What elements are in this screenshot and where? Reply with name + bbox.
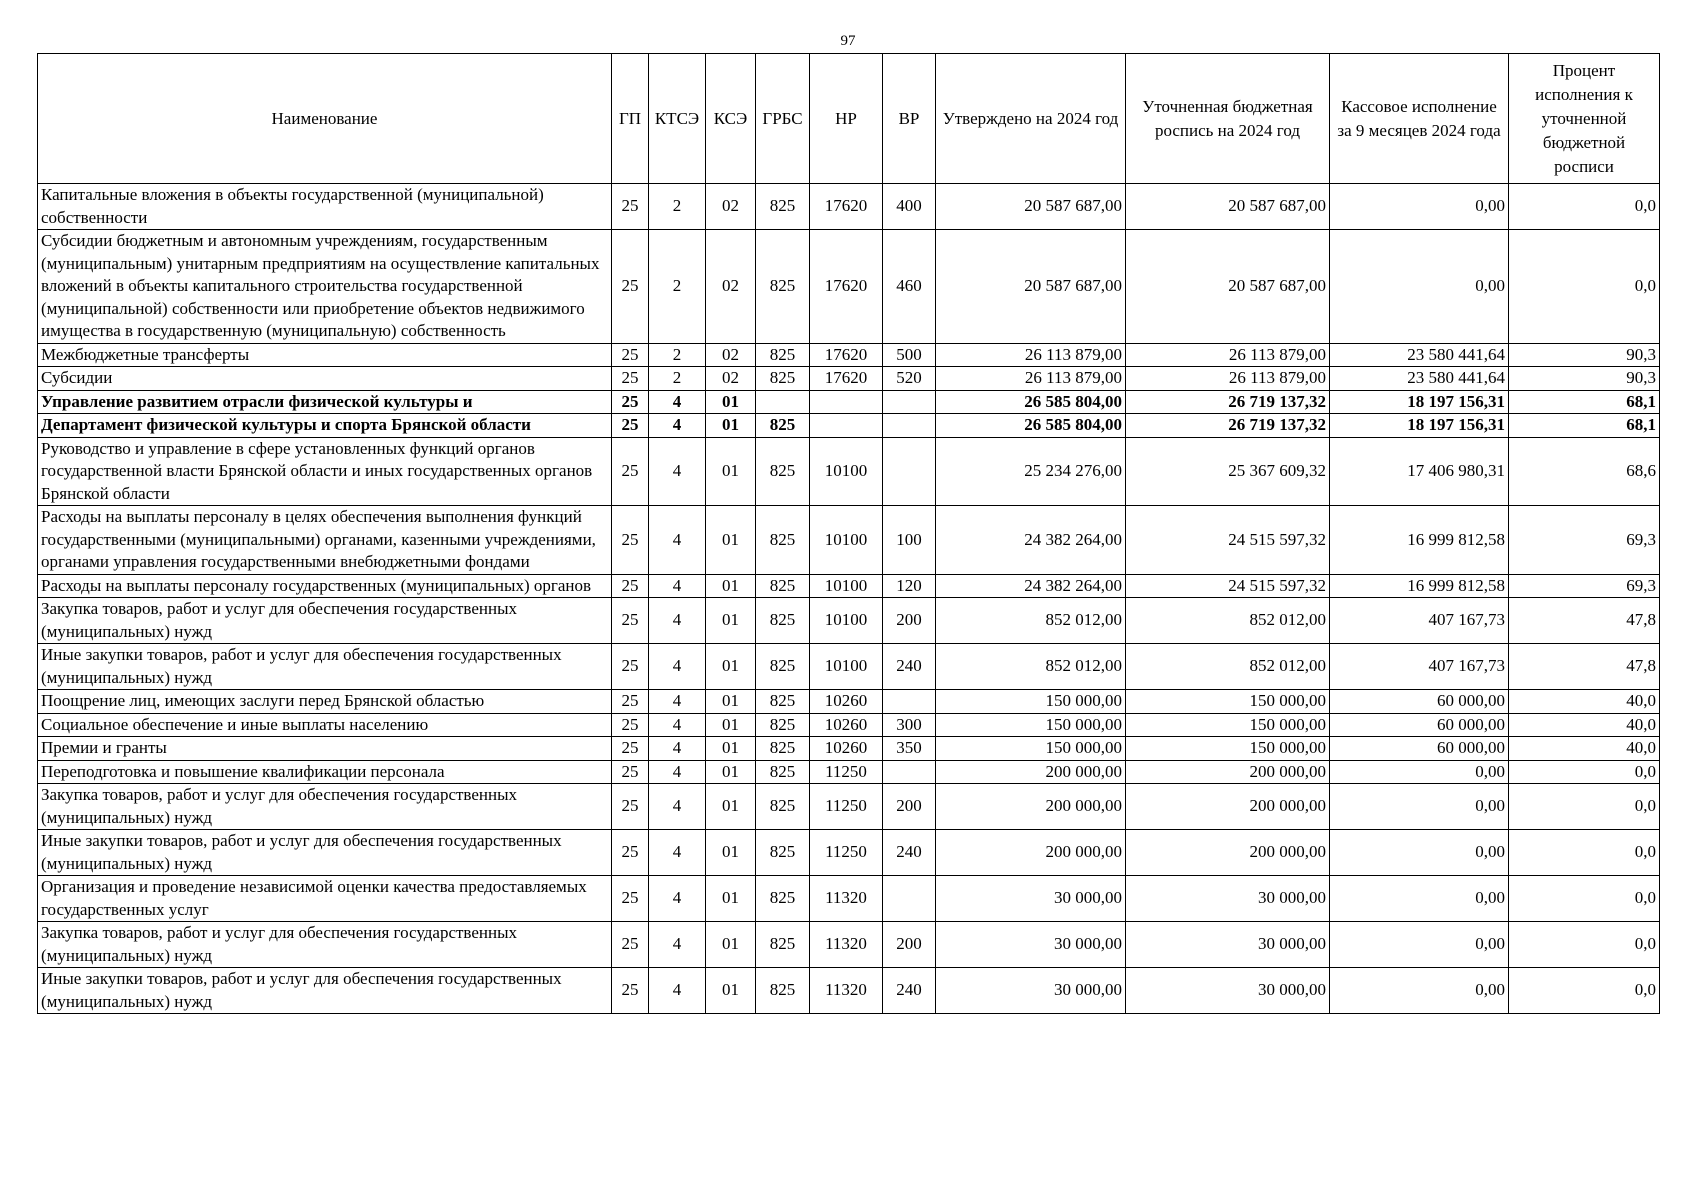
row-ktse: 4 [649,968,706,1014]
row-grbs: 825 [756,414,810,438]
row-nr: 11250 [810,760,883,784]
row-name: Закупка товаров, работ и услуг для обеспечения государственных (муниципальных) нужд [38,598,612,644]
row-percent: 47,8 [1509,598,1660,644]
row-vr: 500 [883,343,936,367]
row-vr [883,876,936,922]
row-approved: 30 000,00 [936,922,1126,968]
row-name: Поощрение лиц, имеющих заслуги перед Брянской областью [38,690,612,714]
row-executed: 60 000,00 [1330,690,1509,714]
row-kse: 01 [706,574,756,598]
row-grbs: 825 [756,922,810,968]
row-refined: 852 012,00 [1126,644,1330,690]
column-header-nr: НР [810,54,883,184]
row-grbs: 825 [756,737,810,761]
row-grbs: 825 [756,367,810,391]
row-grbs: 825 [756,830,810,876]
row-refined: 200 000,00 [1126,784,1330,830]
row-vr: 200 [883,598,936,644]
row-ktse: 2 [649,184,706,230]
row-nr: 17620 [810,343,883,367]
row-name: Капитальные вложения в объекты государственной (муниципальной) собственности [38,184,612,230]
row-grbs: 825 [756,184,810,230]
row-gp: 25 [612,784,649,830]
row-gp: 25 [612,713,649,737]
row-name: Иные закупки товаров, работ и услуг для обеспечения государственных (муниципальных) нужд [38,644,612,690]
row-percent: 0,0 [1509,830,1660,876]
row-executed: 23 580 441,64 [1330,367,1509,391]
row-percent: 68,6 [1509,437,1660,506]
row-percent: 0,0 [1509,922,1660,968]
row-refined: 30 000,00 [1126,876,1330,922]
row-gp: 25 [612,437,649,506]
row-refined: 26 113 879,00 [1126,367,1330,391]
row-kse: 01 [706,713,756,737]
row-kse: 01 [706,644,756,690]
table-row [38,390,1660,414]
row-percent: 68,1 [1509,390,1660,414]
table-row [38,367,1660,391]
row-vr: 200 [883,922,936,968]
table-row [38,644,1660,690]
row-refined: 26 113 879,00 [1126,343,1330,367]
table-row [38,506,1660,575]
row-grbs: 825 [756,784,810,830]
row-kse: 01 [706,784,756,830]
row-executed: 0,00 [1330,184,1509,230]
row-executed: 18 197 156,31 [1330,414,1509,438]
row-kse: 01 [706,506,756,575]
row-grbs: 825 [756,644,810,690]
row-kse: 01 [706,830,756,876]
row-name: Иные закупки товаров, работ и услуг для обеспечения государственных (муниципальных) нужд [38,830,612,876]
row-kse: 01 [706,390,756,414]
row-ktse: 2 [649,343,706,367]
row-kse: 01 [706,690,756,714]
row-executed: 0,00 [1330,230,1509,344]
row-ktse: 4 [649,713,706,737]
row-refined: 26 719 137,32 [1126,390,1330,414]
row-name: Руководство и управление в сфере установленных функций органов государственной власти Брянской области и иных государственных органов Брянской области [38,437,612,506]
row-grbs: 825 [756,968,810,1014]
row-refined: 852 012,00 [1126,598,1330,644]
row-ktse: 4 [649,598,706,644]
row-ktse: 4 [649,414,706,438]
row-kse: 01 [706,414,756,438]
row-executed: 23 580 441,64 [1330,343,1509,367]
table-row [38,414,1660,438]
row-grbs: 825 [756,343,810,367]
row-percent: 0,0 [1509,184,1660,230]
row-executed: 0,00 [1330,830,1509,876]
row-kse: 02 [706,367,756,391]
row-kse: 01 [706,598,756,644]
row-vr [883,760,936,784]
row-approved: 25 234 276,00 [936,437,1126,506]
row-percent: 47,8 [1509,644,1660,690]
row-ktse: 4 [649,644,706,690]
row-vr [883,437,936,506]
row-approved: 26 585 804,00 [936,390,1126,414]
row-vr: 520 [883,367,936,391]
row-ktse: 4 [649,876,706,922]
row-vr: 460 [883,230,936,344]
budget-table [37,53,1660,1014]
row-refined: 200 000,00 [1126,830,1330,876]
table-row [38,690,1660,714]
row-ktse: 4 [649,760,706,784]
row-executed: 17 406 980,31 [1330,437,1509,506]
row-ktse: 4 [649,690,706,714]
row-approved: 200 000,00 [936,760,1126,784]
row-nr: 10100 [810,598,883,644]
row-name: Закупка товаров, работ и услуг для обеспечения государственных (муниципальных) нужд [38,922,612,968]
row-nr: 10100 [810,506,883,575]
row-vr: 300 [883,713,936,737]
table-body [38,184,1660,1014]
row-percent: 0,0 [1509,760,1660,784]
row-name: Закупка товаров, работ и услуг для обеспечения государственных (муниципальных) нужд [38,784,612,830]
row-percent: 40,0 [1509,737,1660,761]
row-name: Иные закупки товаров, работ и услуг для обеспечения государственных (муниципальных) нужд [38,968,612,1014]
row-gp: 25 [612,968,649,1014]
row-gp: 25 [612,230,649,344]
row-gp: 25 [612,760,649,784]
row-percent: 69,3 [1509,506,1660,575]
row-nr: 10100 [810,644,883,690]
column-header-name: Наименование [38,54,612,184]
row-ktse: 2 [649,230,706,344]
row-refined: 150 000,00 [1126,690,1330,714]
row-refined: 20 587 687,00 [1126,230,1330,344]
table-row [38,760,1660,784]
row-approved: 26 113 879,00 [936,367,1126,391]
row-ktse: 4 [649,506,706,575]
column-header-approved: Утверждено на 2024 год [936,54,1126,184]
row-approved: 852 012,00 [936,644,1126,690]
row-approved: 150 000,00 [936,690,1126,714]
table-row [38,598,1660,644]
row-refined: 200 000,00 [1126,760,1330,784]
row-vr [883,690,936,714]
row-ktse: 4 [649,830,706,876]
row-grbs [756,390,810,414]
row-gp: 25 [612,830,649,876]
row-vr: 120 [883,574,936,598]
row-approved: 150 000,00 [936,737,1126,761]
row-nr: 10100 [810,574,883,598]
row-grbs: 825 [756,690,810,714]
row-kse: 01 [706,968,756,1014]
row-nr: 17620 [810,367,883,391]
row-executed: 16 999 812,58 [1330,574,1509,598]
row-ktse: 4 [649,784,706,830]
row-grbs: 825 [756,598,810,644]
table-row [38,437,1660,506]
row-refined: 24 515 597,32 [1126,506,1330,575]
row-nr [810,390,883,414]
row-refined: 26 719 137,32 [1126,414,1330,438]
row-refined: 150 000,00 [1126,713,1330,737]
row-approved: 200 000,00 [936,784,1126,830]
row-percent: 68,1 [1509,414,1660,438]
row-name: Социальное обеспечение и иные выплаты населению [38,713,612,737]
row-name: Субсидии бюджетным и автономным учреждениям, государственным (муниципальным) унитарным предприятиям на осуществление капитальных вложений в объекты капитального строительства государственной (муниципальной) собственности или приобретение объектов недвижимого имущества в государственную (муниципальную) собственность [38,230,612,344]
row-ktse: 4 [649,437,706,506]
row-kse: 02 [706,184,756,230]
column-header-kse: КСЭ [706,54,756,184]
row-gp: 25 [612,343,649,367]
row-nr: 10260 [810,713,883,737]
row-nr: 17620 [810,230,883,344]
row-gp: 25 [612,184,649,230]
row-vr: 200 [883,784,936,830]
row-approved: 24 382 264,00 [936,506,1126,575]
row-kse: 01 [706,876,756,922]
row-approved: 26 585 804,00 [936,414,1126,438]
row-kse: 01 [706,922,756,968]
row-gp: 25 [612,414,649,438]
row-nr: 10260 [810,690,883,714]
row-approved: 30 000,00 [936,876,1126,922]
row-gp: 25 [612,644,649,690]
column-header-gp: ГП [612,54,649,184]
table-row [38,876,1660,922]
row-refined: 20 587 687,00 [1126,184,1330,230]
row-vr [883,390,936,414]
header-row [38,54,1660,184]
column-header-refined: Уточненная бюджетная роспись на 2024 год [1126,54,1330,184]
row-kse: 01 [706,760,756,784]
row-name: Межбюджетные трансферты [38,343,612,367]
row-name: Департамент физической культуры и спорта Брянской области [38,414,612,438]
page-number: 97 [840,33,856,49]
row-kse: 01 [706,737,756,761]
row-grbs: 825 [756,713,810,737]
row-name: Управление развитием отрасли физической культуры и [38,390,612,414]
row-approved: 852 012,00 [936,598,1126,644]
row-vr: 240 [883,644,936,690]
row-percent: 40,0 [1509,713,1660,737]
row-grbs: 825 [756,760,810,784]
row-executed: 0,00 [1330,876,1509,922]
row-vr: 350 [883,737,936,761]
column-header-percent: Процент исполнения к уточненной бюджетной росписи [1509,54,1660,184]
row-ktse: 2 [649,367,706,391]
row-vr: 100 [883,506,936,575]
row-executed: 0,00 [1330,760,1509,784]
row-percent: 0,0 [1509,876,1660,922]
row-gp: 25 [612,367,649,391]
row-approved: 150 000,00 [936,713,1126,737]
row-grbs: 825 [756,876,810,922]
row-gp: 25 [612,390,649,414]
column-header-executed: Кассовое исполнение за 9 месяцев 2024 года [1330,54,1509,184]
row-approved: 20 587 687,00 [936,184,1126,230]
row-vr [883,414,936,438]
table-row [38,968,1660,1014]
column-header-vr: ВР [883,54,936,184]
table-row [38,713,1660,737]
row-refined: 25 367 609,32 [1126,437,1330,506]
row-name: Организация и проведение независимой оценки качества предоставляемых государственных услуг [38,876,612,922]
row-gp: 25 [612,598,649,644]
row-executed: 16 999 812,58 [1330,506,1509,575]
row-percent: 0,0 [1509,784,1660,830]
column-header-ktse: КТСЭ [649,54,706,184]
row-ktse: 4 [649,737,706,761]
row-executed: 407 167,73 [1330,644,1509,690]
row-approved: 24 382 264,00 [936,574,1126,598]
row-gp: 25 [612,922,649,968]
row-executed: 0,00 [1330,784,1509,830]
row-name: Расходы на выплаты персоналу государственных (муниципальных) органов [38,574,612,598]
row-executed: 0,00 [1330,968,1509,1014]
row-nr: 11320 [810,876,883,922]
row-percent: 90,3 [1509,343,1660,367]
row-refined: 30 000,00 [1126,922,1330,968]
row-nr: 11320 [810,968,883,1014]
row-grbs: 825 [756,230,810,344]
row-kse: 01 [706,437,756,506]
table-row [38,784,1660,830]
row-nr: 11250 [810,830,883,876]
row-gp: 25 [612,876,649,922]
row-kse: 02 [706,343,756,367]
row-executed: 60 000,00 [1330,713,1509,737]
row-kse: 02 [706,230,756,344]
row-refined: 24 515 597,32 [1126,574,1330,598]
row-executed: 60 000,00 [1330,737,1509,761]
row-name: Переподготовка и повышение квалификации персонала [38,760,612,784]
table-row [38,574,1660,598]
row-gp: 25 [612,690,649,714]
row-nr: 10100 [810,437,883,506]
row-gp: 25 [612,574,649,598]
row-approved: 26 113 879,00 [936,343,1126,367]
row-percent: 0,0 [1509,968,1660,1014]
row-percent: 40,0 [1509,690,1660,714]
row-approved: 30 000,00 [936,968,1126,1014]
row-executed: 18 197 156,31 [1330,390,1509,414]
table-row [38,230,1660,344]
row-executed: 0,00 [1330,922,1509,968]
row-nr: 11320 [810,922,883,968]
row-nr: 17620 [810,184,883,230]
column-header-grbs: ГРБС [756,54,810,184]
row-grbs: 825 [756,506,810,575]
table-row [38,922,1660,968]
table-row [38,184,1660,230]
row-name: Расходы на выплаты персоналу в целях обеспечения выполнения функций государственными (муниципальными) органами, казенными учреждениями, органами управления государственными внебюджетными фондами [38,506,612,575]
table-row [38,737,1660,761]
row-approved: 20 587 687,00 [936,230,1126,344]
row-name: Субсидии [38,367,612,391]
row-nr [810,414,883,438]
row-gp: 25 [612,737,649,761]
row-vr: 400 [883,184,936,230]
table-row [38,830,1660,876]
row-refined: 150 000,00 [1126,737,1330,761]
row-vr: 240 [883,968,936,1014]
row-grbs: 825 [756,437,810,506]
row-ktse: 4 [649,574,706,598]
row-percent: 0,0 [1509,230,1660,344]
row-grbs: 825 [756,574,810,598]
table-row [38,343,1660,367]
row-nr: 10260 [810,737,883,761]
row-percent: 69,3 [1509,574,1660,598]
row-executed: 407 167,73 [1330,598,1509,644]
row-vr: 240 [883,830,936,876]
row-percent: 90,3 [1509,367,1660,391]
row-ktse: 4 [649,922,706,968]
row-gp: 25 [612,506,649,575]
row-ktse: 4 [649,390,706,414]
row-nr: 11250 [810,784,883,830]
row-refined: 30 000,00 [1126,968,1330,1014]
row-name: Премии и гранты [38,737,612,761]
row-approved: 200 000,00 [936,830,1126,876]
